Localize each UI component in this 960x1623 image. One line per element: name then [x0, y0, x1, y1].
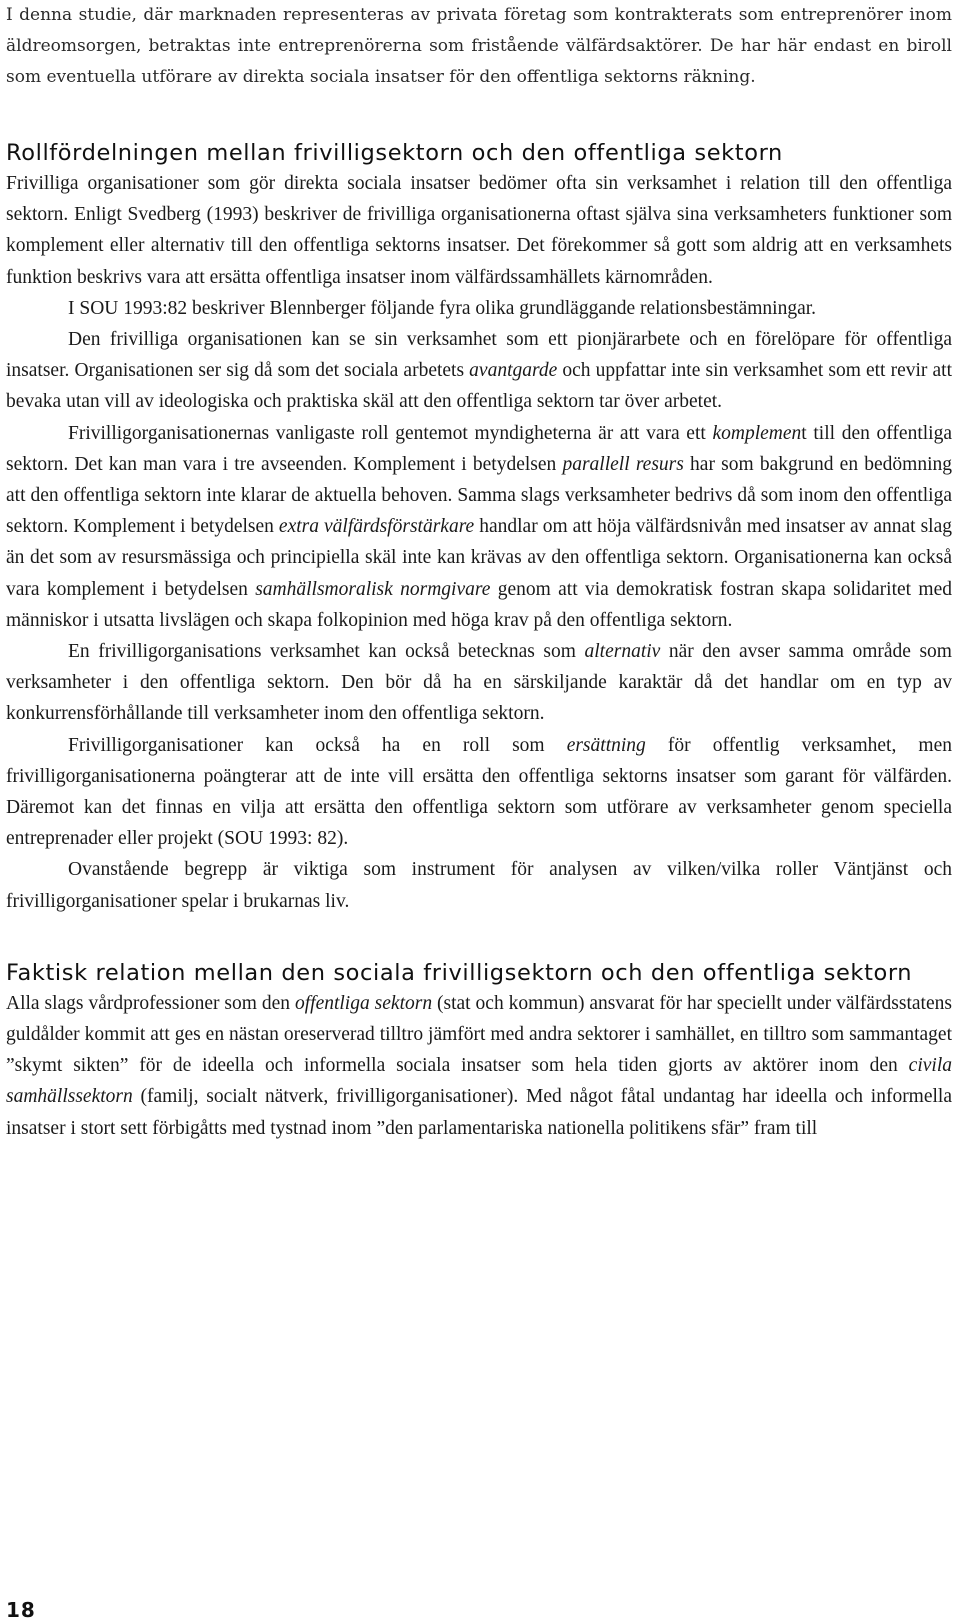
italic-term: offentliga sektorn [294, 992, 433, 1014]
body-paragraph: I SOU 1993:82 beskriver Blennberger följande fyra olika grundläggande relationsbestämningar. [68, 297, 817, 319]
body-paragraph: Den frivilliga organisationen kan se sin verksamhet som ett pionjärarbete och en förelöpare för offentliga insatser. Organisationen ser sig då som det sociala arbetets avantgarde och uppfattar inte sin verksamhet som ett revir att bevaka utan vill av ideologiska och praktiska skäl att den offentliga sektorn tar över arbetet. [6, 329, 952, 413]
italic-term: extra välfärdsförstärkare [278, 516, 475, 538]
page-number: 18 [6, 1598, 36, 1622]
italic-term: samhällsmoralisk normgivare [255, 578, 491, 600]
italic-term: komplemen [712, 422, 802, 444]
italic-term: alternativ [584, 641, 661, 663]
body-paragraph: Ovanstående begrepp är viktiga som instrument för analysen av vilken/vilka roller Väntjänst och frivilligorganisationer spelar i brukarnas liv. [6, 859, 952, 912]
body-paragraph: Frivilligorganisationernas vanligaste roll gentemot myndigheterna är att vara ett komplement till den offentliga sektorn. Det kan man vara i tre avseenden. Komplement i betydelsen parallell resurs har som bakgrund en bedömning att den offentliga sektorn inte klarar de aktuella behoven. Samma slags verksamheter bedrivs då som inom den offentliga sektorn. Komplement i betydelsen extra välfärdsförstärkare handlar om att höja välfärdsnivån med insatser av annat slag än det som av resursmässiga och principiella skäl inte kan krävas av den offentliga sektorn. Organisationerna kan också vara komplement i betydelsen samhällsmoralisk normgivare genom att via demokratisk fostran skapa solidaritet med människor i utsatta livslägen och skapa folkopinion med höga krav på den offentliga sektorn. [6, 422, 953, 631]
body-paragraph: En frivilligorganisations verksamhet kan också betecknas som alternativ när den avser samma område som verksamheter i den offentliga sektorn. Den bör då ha en särskiljande karaktär då det handlar om en typ av konkurrensförhållande till verksamheter inom den offentliga sektorn. [6, 641, 952, 725]
section-heading: Faktisk relation mellan den sociala frivilligsektorn och den offentliga sektorn [6, 959, 913, 986]
italic-term: ersättning [566, 734, 646, 756]
section-faktisk-relation [6, 958, 952, 1144]
italic-term: civila samhällssektorn [6, 1055, 952, 1108]
intro-paragraph: I denna studie, där marknaden representeras av privata företag som kontrakterats som entreprenörer inom äldreomsorgen, betraktas inte entreprenörerna som fristående välfärdsaktörer. De har här endast en biroll som eventuella utförare av direkta sociala insatser för den offentliga sektorns räkning. [6, 5, 952, 87]
body-paragraph: Frivilligorganisationer kan också ha en roll som ersättning för offentlig verksamhet, men frivilligorganisationerna poängterar att de inte vill ersätta den offentliga sektorns insatser som garant för välfärden. Däremot kan det finnas en vilja att ersätta den offentliga sektorn som utförare av verksamheter genom speciella entreprenader eller projekt (SOU 1993: 82). [6, 734, 952, 850]
body-paragraph: Alla slags vårdprofessioner som den offentliga sektorn (stat och kommun) ansvarat för har speciellt under välfärdsstatens guldålder kommit att ges en nästan oreserverad tilltro jämfört med andra sektorer i samhället, en tilltro som sammantaget ”skymt sikten” för de ideella och informella sociala insatser som hela tiden gjorts av aktörer inom den civila samhällssektorn (familj, socialt nätverk, frivilligorganisationer). Med något fåtal undantag har ideella och informella insatser i stort sett förbigåtts med tystnad inom ”den parlamentariska nationella politikens sfär” fram till [6, 992, 952, 1139]
italic-term: avantgarde [469, 360, 558, 382]
body-paragraph: Frivilliga organisationer som gör direkta sociala insatser bedömer ofta sin verksamhet i relation till den offentliga sektorn. Enligt Svedberg (1993) beskriver de frivilliga organisationerna oftast själva sina verksamheters funktioner som komplement eller alternativ till den offentliga sektorns insatser. Det förekommer så gott som aldrig att en verksamhets funktion beskrivs vara att ersätta offentliga insatser inom välfärdssamhällets kärnområden. [6, 173, 952, 288]
section-rollfordelningen [6, 138, 952, 917]
section-heading: Rollfördelningen mellan frivilligsektorn och den offentliga sektorn [6, 140, 783, 166]
document-page [6, 0, 952, 1144]
italic-term: parallell resurs [562, 453, 684, 475]
